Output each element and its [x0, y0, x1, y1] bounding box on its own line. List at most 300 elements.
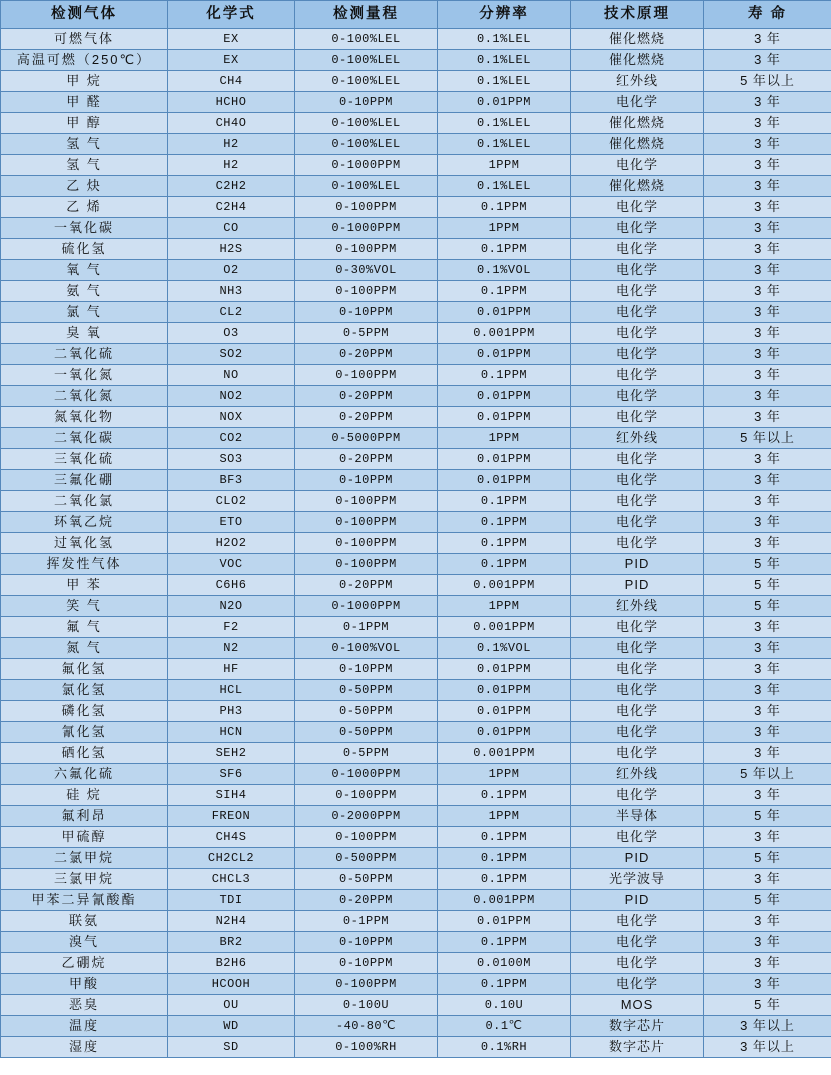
cell-chemical-formula: H2	[168, 155, 295, 176]
cell-resolution: 0.1%LEL	[438, 113, 571, 134]
cell-gas-name: 氧 气	[1, 260, 168, 281]
cell-measuring-range: 0-1000PPM	[295, 218, 438, 239]
cell-measuring-range: 0-100PPM	[295, 491, 438, 512]
cell-gas-name: 二氧化碳	[1, 428, 168, 449]
cell-chemical-formula: CH4	[168, 71, 295, 92]
cell-technology: PID	[571, 554, 704, 575]
cell-resolution: 0.001PPM	[438, 890, 571, 911]
cell-lifetime: 3 年	[704, 701, 831, 722]
cell-gas-name: 可燃气体	[1, 29, 168, 50]
cell-resolution: 0.01PPM	[438, 911, 571, 932]
cell-gas-name: 乙硼烷	[1, 953, 168, 974]
cell-chemical-formula: HCOOH	[168, 974, 295, 995]
cell-resolution: 0.10U	[438, 995, 571, 1016]
cell-resolution: 0.001PPM	[438, 575, 571, 596]
table-row	[1, 386, 831, 407]
cell-technology: 电化学	[571, 827, 704, 848]
cell-gas-name: 甲 烷	[1, 71, 168, 92]
cell-resolution: 0.1%LEL	[438, 176, 571, 197]
cell-measuring-range: 0-100%LEL	[295, 176, 438, 197]
column-header-chemical-formula: 化学式	[168, 1, 295, 29]
cell-chemical-formula: N2H4	[168, 911, 295, 932]
table-row	[1, 701, 831, 722]
cell-measuring-range: 0-2000PPM	[295, 806, 438, 827]
cell-gas-name: 甲 苯	[1, 575, 168, 596]
cell-resolution: 0.1%RH	[438, 1037, 571, 1058]
cell-technology: 电化学	[571, 365, 704, 386]
cell-resolution: 0.1PPM	[438, 869, 571, 890]
table-row	[1, 596, 831, 617]
cell-resolution: 0.01PPM	[438, 92, 571, 113]
cell-technology: 光学波导	[571, 869, 704, 890]
cell-lifetime: 3 年	[704, 533, 831, 554]
cell-technology: 电化学	[571, 491, 704, 512]
cell-measuring-range: 0-10PPM	[295, 953, 438, 974]
table-row	[1, 29, 831, 50]
table-row	[1, 134, 831, 155]
cell-lifetime: 3 年	[704, 344, 831, 365]
cell-gas-name: 温度	[1, 1016, 168, 1037]
cell-gas-name: 挥发性气体	[1, 554, 168, 575]
cell-gas-name: 六氟化硫	[1, 764, 168, 785]
cell-gas-name: 氮 气	[1, 638, 168, 659]
table-row	[1, 848, 831, 869]
cell-technology: 电化学	[571, 386, 704, 407]
table-row	[1, 365, 831, 386]
cell-lifetime: 5 年以上	[704, 764, 831, 785]
cell-chemical-formula: CH2CL2	[168, 848, 295, 869]
cell-lifetime: 3 年	[704, 323, 831, 344]
cell-lifetime: 3 年	[704, 638, 831, 659]
cell-chemical-formula: N2	[168, 638, 295, 659]
cell-gas-name: 甲 醇	[1, 113, 168, 134]
cell-measuring-range: 0-20PPM	[295, 407, 438, 428]
table-row	[1, 680, 831, 701]
cell-technology: 催化燃烧	[571, 134, 704, 155]
cell-chemical-formula: CLO2	[168, 491, 295, 512]
cell-resolution: 0.1PPM	[438, 827, 571, 848]
cell-gas-name: 氢 气	[1, 155, 168, 176]
cell-chemical-formula: N2O	[168, 596, 295, 617]
cell-chemical-formula: O2	[168, 260, 295, 281]
cell-technology: 电化学	[571, 302, 704, 323]
cell-lifetime: 3 年	[704, 281, 831, 302]
cell-resolution: 1PPM	[438, 155, 571, 176]
cell-chemical-formula: SD	[168, 1037, 295, 1058]
table-row	[1, 806, 831, 827]
cell-measuring-range: 0-5PPM	[295, 743, 438, 764]
cell-chemical-formula: C6H6	[168, 575, 295, 596]
cell-chemical-formula: H2S	[168, 239, 295, 260]
cell-gas-name: 臭 氧	[1, 323, 168, 344]
cell-lifetime: 3 年以上	[704, 1037, 831, 1058]
cell-technology: 数字芯片	[571, 1016, 704, 1037]
cell-technology: 电化学	[571, 260, 704, 281]
table-row	[1, 449, 831, 470]
cell-measuring-range: 0-1000PPM	[295, 764, 438, 785]
table-row	[1, 659, 831, 680]
cell-technology: MOS	[571, 995, 704, 1016]
cell-lifetime: 3 年	[704, 365, 831, 386]
cell-resolution: 0.01PPM	[438, 722, 571, 743]
table-row	[1, 323, 831, 344]
cell-gas-name: 氟利昂	[1, 806, 168, 827]
cell-measuring-range: 0-1000PPM	[295, 155, 438, 176]
cell-lifetime: 3 年	[704, 176, 831, 197]
cell-lifetime: 3 年	[704, 953, 831, 974]
table-row	[1, 617, 831, 638]
cell-lifetime: 5 年	[704, 554, 831, 575]
cell-resolution: 0.01PPM	[438, 449, 571, 470]
cell-technology: PID	[571, 575, 704, 596]
cell-lifetime: 3 年	[704, 239, 831, 260]
cell-resolution: 0.1PPM	[438, 239, 571, 260]
cell-gas-name: 乙 烯	[1, 197, 168, 218]
cell-chemical-formula: HF	[168, 659, 295, 680]
cell-lifetime: 3 年	[704, 869, 831, 890]
cell-technology: 电化学	[571, 344, 704, 365]
cell-chemical-formula: HCN	[168, 722, 295, 743]
cell-chemical-formula: SO2	[168, 344, 295, 365]
cell-chemical-formula: HCL	[168, 680, 295, 701]
cell-resolution: 0.1PPM	[438, 785, 571, 806]
cell-resolution: 0.01PPM	[438, 659, 571, 680]
cell-technology: 电化学	[571, 974, 704, 995]
cell-measuring-range: 0-10PPM	[295, 932, 438, 953]
cell-chemical-formula: OU	[168, 995, 295, 1016]
cell-measuring-range: 0-10PPM	[295, 92, 438, 113]
cell-gas-name: 氟 气	[1, 617, 168, 638]
table-row	[1, 995, 831, 1016]
cell-measuring-range: 0-20PPM	[295, 890, 438, 911]
cell-chemical-formula: CO2	[168, 428, 295, 449]
cell-measuring-range: 0-20PPM	[295, 575, 438, 596]
cell-measuring-range: 0-100PPM	[295, 827, 438, 848]
cell-resolution: 0.01PPM	[438, 701, 571, 722]
cell-lifetime: 3 年	[704, 491, 831, 512]
cell-lifetime: 3 年	[704, 407, 831, 428]
cell-technology: 电化学	[571, 512, 704, 533]
cell-chemical-formula: TDI	[168, 890, 295, 911]
cell-gas-name: 氢 气	[1, 134, 168, 155]
cell-gas-name: 三氟化硼	[1, 470, 168, 491]
cell-measuring-range: 0-10PPM	[295, 302, 438, 323]
cell-technology: 红外线	[571, 71, 704, 92]
cell-lifetime: 3 年	[704, 827, 831, 848]
cell-lifetime: 3 年	[704, 932, 831, 953]
table-row	[1, 491, 831, 512]
cell-lifetime: 3 年	[704, 659, 831, 680]
cell-chemical-formula: NO	[168, 365, 295, 386]
cell-resolution: 0.001PPM	[438, 743, 571, 764]
column-header-resolution: 分辨率	[438, 1, 571, 29]
table-row	[1, 785, 831, 806]
cell-chemical-formula: NO2	[168, 386, 295, 407]
cell-resolution: 0.1PPM	[438, 932, 571, 953]
cell-gas-name: 硒化氢	[1, 743, 168, 764]
cell-chemical-formula: BR2	[168, 932, 295, 953]
cell-chemical-formula: CH4O	[168, 113, 295, 134]
cell-gas-name: 甲硫醇	[1, 827, 168, 848]
cell-gas-name: 甲 醛	[1, 92, 168, 113]
cell-resolution: 0.001PPM	[438, 323, 571, 344]
cell-measuring-range: 0-100%LEL	[295, 50, 438, 71]
cell-measuring-range: 0-100PPM	[295, 365, 438, 386]
cell-measuring-range: 0-100%VOL	[295, 638, 438, 659]
cell-resolution: 0.01PPM	[438, 344, 571, 365]
cell-measuring-range: 0-100PPM	[295, 974, 438, 995]
cell-resolution: 0.01PPM	[438, 470, 571, 491]
cell-resolution: 0.1%VOL	[438, 638, 571, 659]
table-header-row	[1, 1, 831, 29]
table-row	[1, 239, 831, 260]
cell-lifetime: 3 年	[704, 680, 831, 701]
table-row	[1, 71, 831, 92]
cell-technology: 电化学	[571, 932, 704, 953]
cell-gas-name: 笑 气	[1, 596, 168, 617]
cell-measuring-range: 0-100PPM	[295, 554, 438, 575]
cell-technology: 电化学	[571, 407, 704, 428]
cell-lifetime: 3 年	[704, 974, 831, 995]
cell-resolution: 1PPM	[438, 764, 571, 785]
cell-measuring-range: 0-50PPM	[295, 680, 438, 701]
cell-gas-name: 二氯甲烷	[1, 848, 168, 869]
cell-chemical-formula: H2	[168, 134, 295, 155]
cell-lifetime: 5 年	[704, 848, 831, 869]
cell-measuring-range: 0-5000PPM	[295, 428, 438, 449]
cell-lifetime: 3 年	[704, 722, 831, 743]
table-row	[1, 890, 831, 911]
cell-resolution: 0.1%LEL	[438, 71, 571, 92]
cell-resolution: 0.1PPM	[438, 848, 571, 869]
cell-measuring-range: 0-100PPM	[295, 197, 438, 218]
cell-measuring-range: 0-100%LEL	[295, 29, 438, 50]
cell-lifetime: 3 年以上	[704, 1016, 831, 1037]
cell-measuring-range: 0-20PPM	[295, 344, 438, 365]
cell-gas-name: 氨 气	[1, 281, 168, 302]
cell-lifetime: 3 年	[704, 470, 831, 491]
cell-chemical-formula: SO3	[168, 449, 295, 470]
table-row	[1, 281, 831, 302]
cell-gas-name: 硅 烷	[1, 785, 168, 806]
cell-lifetime: 3 年	[704, 785, 831, 806]
cell-resolution: 1PPM	[438, 806, 571, 827]
cell-technology: 电化学	[571, 239, 704, 260]
cell-measuring-range: 0-5PPM	[295, 323, 438, 344]
table-row	[1, 974, 831, 995]
cell-chemical-formula: CO	[168, 218, 295, 239]
cell-measuring-range: 0-1PPM	[295, 617, 438, 638]
cell-resolution: 0.1PPM	[438, 365, 571, 386]
cell-chemical-formula: BF3	[168, 470, 295, 491]
table-header	[1, 1, 831, 29]
cell-technology: 电化学	[571, 323, 704, 344]
cell-technology: 电化学	[571, 659, 704, 680]
cell-technology: 红外线	[571, 596, 704, 617]
table-row	[1, 428, 831, 449]
cell-measuring-range: 0-50PPM	[295, 869, 438, 890]
cell-measuring-range: 0-100PPM	[295, 281, 438, 302]
column-header-gas-name: 检测气体	[1, 1, 168, 29]
cell-chemical-formula: F2	[168, 617, 295, 638]
cell-resolution: 0.1%LEL	[438, 29, 571, 50]
cell-measuring-range: 0-30%VOL	[295, 260, 438, 281]
table-row	[1, 302, 831, 323]
cell-chemical-formula: HCHO	[168, 92, 295, 113]
cell-chemical-formula: CL2	[168, 302, 295, 323]
cell-measuring-range: 0-100%LEL	[295, 134, 438, 155]
cell-technology: 催化燃烧	[571, 176, 704, 197]
cell-resolution: 0.1PPM	[438, 281, 571, 302]
cell-chemical-formula: SEH2	[168, 743, 295, 764]
table-row	[1, 260, 831, 281]
table-row	[1, 869, 831, 890]
cell-chemical-formula: FREON	[168, 806, 295, 827]
cell-lifetime: 3 年	[704, 113, 831, 134]
cell-resolution: 0.01PPM	[438, 680, 571, 701]
cell-gas-name: 一氧化碳	[1, 218, 168, 239]
cell-lifetime: 3 年	[704, 260, 831, 281]
cell-measuring-range: 0-100U	[295, 995, 438, 1016]
cell-technology: 电化学	[571, 680, 704, 701]
table-row	[1, 722, 831, 743]
cell-measuring-range: 0-20PPM	[295, 449, 438, 470]
cell-resolution: 0.1%VOL	[438, 260, 571, 281]
table-row	[1, 827, 831, 848]
cell-technology: 电化学	[571, 533, 704, 554]
cell-technology: 电化学	[571, 701, 704, 722]
cell-technology: PID	[571, 890, 704, 911]
cell-technology: 电化学	[571, 953, 704, 974]
cell-resolution: 0.01PPM	[438, 407, 571, 428]
cell-technology: 电化学	[571, 638, 704, 659]
cell-gas-name: 溴气	[1, 932, 168, 953]
cell-chemical-formula: EX	[168, 50, 295, 71]
cell-lifetime: 3 年	[704, 92, 831, 113]
cell-lifetime: 3 年	[704, 29, 831, 50]
table-body	[1, 29, 831, 1058]
cell-lifetime: 5 年以上	[704, 71, 831, 92]
table-row	[1, 176, 831, 197]
cell-gas-name: 乙 炔	[1, 176, 168, 197]
cell-resolution: 0.1%LEL	[438, 134, 571, 155]
cell-gas-name: 一氧化氮	[1, 365, 168, 386]
cell-chemical-formula: CHCL3	[168, 869, 295, 890]
cell-measuring-range: 0-500PPM	[295, 848, 438, 869]
cell-resolution: 1PPM	[438, 596, 571, 617]
cell-resolution: 0.01PPM	[438, 386, 571, 407]
cell-gas-name: 三氧化硫	[1, 449, 168, 470]
table-row	[1, 1037, 831, 1058]
cell-gas-name: 磷化氢	[1, 701, 168, 722]
cell-measuring-range: -40-80℃	[295, 1016, 438, 1037]
cell-technology: 催化燃烧	[571, 113, 704, 134]
cell-technology: 电化学	[571, 911, 704, 932]
cell-technology: 电化学	[571, 449, 704, 470]
cell-measuring-range: 0-100PPM	[295, 512, 438, 533]
cell-resolution: 0.1PPM	[438, 974, 571, 995]
cell-technology: 电化学	[571, 155, 704, 176]
cell-gas-name: 甲酸	[1, 974, 168, 995]
cell-lifetime: 3 年	[704, 50, 831, 71]
cell-chemical-formula: C2H4	[168, 197, 295, 218]
cell-resolution: 0.1PPM	[438, 491, 571, 512]
table-row	[1, 1016, 831, 1037]
cell-gas-name: 过氧化氢	[1, 533, 168, 554]
cell-lifetime: 3 年	[704, 911, 831, 932]
cell-resolution: 0.01PPM	[438, 302, 571, 323]
cell-technology: 电化学	[571, 218, 704, 239]
cell-gas-name: 三氯甲烷	[1, 869, 168, 890]
cell-lifetime: 3 年	[704, 218, 831, 239]
cell-measuring-range: 0-100%LEL	[295, 71, 438, 92]
cell-gas-name: 湿度	[1, 1037, 168, 1058]
cell-resolution: 0.1PPM	[438, 512, 571, 533]
cell-technology: 电化学	[571, 470, 704, 491]
table-row	[1, 638, 831, 659]
cell-technology: 电化学	[571, 722, 704, 743]
cell-resolution: 0.0100M	[438, 953, 571, 974]
cell-resolution: 0.1%LEL	[438, 50, 571, 71]
cell-gas-name: 氯化氢	[1, 680, 168, 701]
cell-chemical-formula: O3	[168, 323, 295, 344]
cell-chemical-formula: C2H2	[168, 176, 295, 197]
cell-technology: 电化学	[571, 281, 704, 302]
cell-chemical-formula: EX	[168, 29, 295, 50]
cell-chemical-formula: NH3	[168, 281, 295, 302]
table-row	[1, 743, 831, 764]
table-row	[1, 953, 831, 974]
cell-lifetime: 3 年	[704, 617, 831, 638]
cell-measuring-range: 0-10PPM	[295, 659, 438, 680]
cell-lifetime: 3 年	[704, 743, 831, 764]
table-row	[1, 764, 831, 785]
cell-lifetime: 5 年以上	[704, 428, 831, 449]
cell-technology: 电化学	[571, 197, 704, 218]
cell-gas-name: 氯 气	[1, 302, 168, 323]
cell-resolution: 1PPM	[438, 428, 571, 449]
cell-technology: PID	[571, 848, 704, 869]
cell-technology: 催化燃烧	[571, 50, 704, 71]
cell-technology: 数字芯片	[571, 1037, 704, 1058]
cell-lifetime: 3 年	[704, 197, 831, 218]
column-header-technology: 技术原理	[571, 1, 704, 29]
cell-technology: 电化学	[571, 743, 704, 764]
cell-resolution: 0.1PPM	[438, 533, 571, 554]
cell-technology: 红外线	[571, 428, 704, 449]
cell-measuring-range: 0-100PPM	[295, 533, 438, 554]
cell-lifetime: 5 年	[704, 806, 831, 827]
cell-lifetime: 3 年	[704, 302, 831, 323]
table-row	[1, 533, 831, 554]
cell-chemical-formula: SIH4	[168, 785, 295, 806]
cell-lifetime: 3 年	[704, 134, 831, 155]
cell-lifetime: 5 年	[704, 596, 831, 617]
cell-chemical-formula: ETO	[168, 512, 295, 533]
cell-chemical-formula: B2H6	[168, 953, 295, 974]
cell-measuring-range: 0-100%RH	[295, 1037, 438, 1058]
cell-gas-name: 甲苯二异氰酸酯	[1, 890, 168, 911]
table-row	[1, 911, 831, 932]
cell-lifetime: 3 年	[704, 386, 831, 407]
cell-chemical-formula: VOC	[168, 554, 295, 575]
cell-gas-name: 联氨	[1, 911, 168, 932]
cell-lifetime: 5 年	[704, 995, 831, 1016]
cell-lifetime: 5 年	[704, 575, 831, 596]
cell-measuring-range: 0-100%LEL	[295, 113, 438, 134]
column-header-measuring-range: 检测量程	[295, 1, 438, 29]
cell-gas-name: 二氧化硫	[1, 344, 168, 365]
